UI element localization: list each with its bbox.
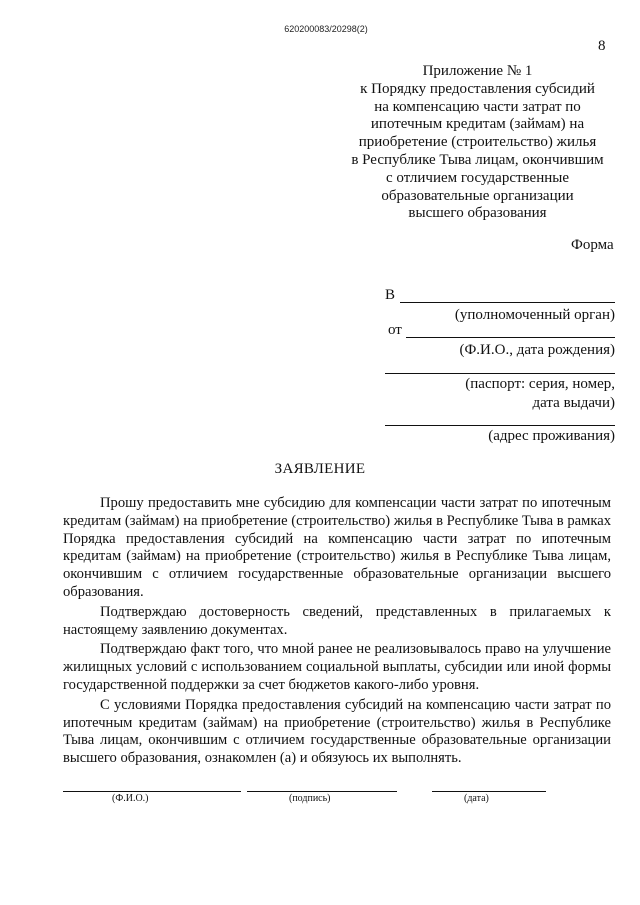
address-caption-row [380, 428, 615, 448]
date-caption: (дата) [464, 793, 489, 804]
paragraph: Прошу предоставить мне субсидию для компенсации части затрат по ипотечным кредитам (займам) на приобретение (строительство) жилья в Республике Тыва в рамках Порядка предоставления субсидий на компенсацию части затрат по ипотечным кредитам (займам) на приобретение (строительство) жилья в Республике Тыва лицам, окончившим с отличием государственные образовательные организации высшего образования. [63, 495, 611, 600]
appendix-line: в Республике Тыва лицам, окончившим [351, 151, 604, 168]
appendix-line: образовательные организации [381, 187, 574, 204]
addressee-row [380, 287, 615, 307]
paragraph: С условиями Порядка предоставления субсидий на компенсацию части затрат по ипотечным кредитам (займам) на приобретение (строительство) жилья в Республике Тыва лицам, окончившим с отличием государственные образовательные организации высшего образования, ознакомлен (а) и обязуюсь их выполнять. [63, 696, 611, 767]
appendix-line: с отличием государственные [386, 169, 569, 186]
appendix-header [320, 63, 635, 223]
appendix-line: ипотечным кредитам (займам) на [370, 116, 585, 133]
date-line[interactable] [432, 791, 546, 792]
applicant-field[interactable] [406, 337, 615, 338]
applicant-row [380, 322, 615, 342]
fio-caption: (Ф.И.О.) [112, 793, 149, 804]
statement-body [63, 495, 611, 770]
page-number: 8 [598, 38, 606, 54]
signature-line[interactable] [247, 791, 397, 792]
paragraph: Подтверждаю достоверность сведений, представленных в прилагаемых к настоящему заявлению документах. [63, 603, 611, 638]
from-prefix: от [388, 322, 402, 338]
document-registration-number: 620200083/20298(2) [284, 24, 368, 34]
signature-caption: (подпись) [289, 793, 331, 804]
appendix-line: высшего образования [408, 205, 547, 222]
address-field[interactable] [385, 425, 615, 426]
passport-row [380, 357, 615, 377]
paragraph: Подтверждаю факт того, что мной ранее не реализовывалось право на улучшение жилищных условий с использованием социальной выплаты, субсидии или иной формы государственной поддержки за счет бюджетов какого-либо уровня. [63, 641, 611, 693]
document-title: ЗАЯВЛЕНИЕ [274, 461, 366, 477]
applicant-caption: (Ф.И.О., дата рождения) [459, 342, 615, 358]
authority-caption: (уполномоченный орган) [454, 307, 615, 323]
passport-field[interactable] [385, 373, 615, 374]
addressee-field[interactable] [400, 302, 615, 303]
address-caption: (адрес проживания) [488, 428, 615, 444]
passport-caption: (паспорт: серия, номер, [465, 376, 615, 392]
fio-signature-line[interactable] [63, 791, 241, 792]
appendix-line: на компенсацию части затрат по [374, 98, 581, 115]
appendix-line: Приложение № 1 [422, 63, 533, 79]
to-prefix: В [385, 287, 396, 303]
appendix-line: к Порядку предоставления субсидий [360, 80, 595, 97]
form-label: Форма [571, 237, 614, 253]
passport-caption-cont: дата выдачи) [532, 395, 615, 411]
address-row [380, 410, 615, 430]
appendix-line: приобретение (строительство) жилья [358, 134, 597, 151]
